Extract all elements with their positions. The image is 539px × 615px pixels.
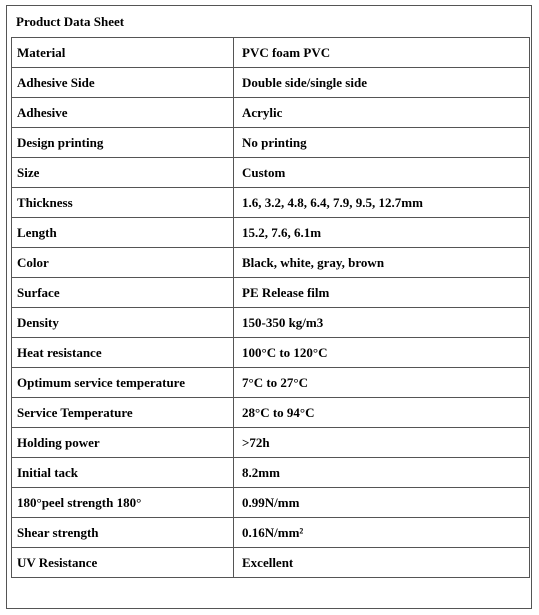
row-label: Service Temperature	[12, 398, 234, 428]
row-label: Initial tack	[12, 458, 234, 488]
row-value: Excellent	[234, 548, 530, 578]
table-row	[12, 278, 530, 308]
row-value: >72h	[234, 428, 530, 458]
row-label: Design printing	[12, 128, 234, 158]
row-value: PVC foam PVC	[234, 38, 530, 68]
row-value: Acrylic	[234, 98, 530, 128]
row-value: Double side/single side	[234, 68, 530, 98]
table-row	[12, 368, 530, 398]
table-row	[12, 428, 530, 458]
table-row	[12, 548, 530, 578]
row-label: Size	[12, 158, 234, 188]
table-row	[12, 398, 530, 428]
sheet-title: Product Data Sheet	[16, 14, 125, 29]
row-value: 7°C to 27°C	[234, 368, 530, 398]
row-value: 28°C to 94°C	[234, 398, 530, 428]
row-value: PE Release film	[234, 278, 530, 308]
table-row	[12, 188, 530, 218]
row-value: 8.2mm	[234, 458, 530, 488]
row-label: Density	[12, 308, 234, 338]
table-row	[12, 518, 530, 548]
spec-table	[11, 37, 530, 578]
table-row	[12, 158, 530, 188]
table-row	[12, 338, 530, 368]
row-value: 0.99N/mm	[234, 488, 530, 518]
row-label: 180°peel strength 180°	[12, 488, 234, 518]
row-label: Optimum service temperature	[12, 368, 234, 398]
row-label: Length	[12, 218, 234, 248]
row-label: Adhesive	[12, 98, 234, 128]
table-row	[12, 488, 530, 518]
table-row	[12, 128, 530, 158]
row-value: 15.2, 7.6, 6.1m	[234, 218, 530, 248]
table-row	[12, 68, 530, 98]
row-value: 100°C to 120°C	[234, 338, 530, 368]
table-row	[12, 38, 530, 68]
row-value: Custom	[234, 158, 530, 188]
row-label: UV Resistance	[12, 548, 234, 578]
row-value: Black, white, gray, brown	[234, 248, 530, 278]
row-label: Heat resistance	[12, 338, 234, 368]
row-label: Shear strength	[12, 518, 234, 548]
table-row	[12, 308, 530, 338]
table-row	[12, 218, 530, 248]
table-row	[12, 248, 530, 278]
row-label: Material	[12, 38, 234, 68]
row-value: 0.16N/mm²	[234, 518, 530, 548]
row-value: 1.6, 3.2, 4.8, 6.4, 7.9, 9.5, 12.7mm	[234, 188, 530, 218]
row-label: Surface	[12, 278, 234, 308]
row-value: No printing	[234, 128, 530, 158]
product-data-sheet	[6, 5, 532, 609]
table-row	[12, 458, 530, 488]
row-label: Color	[12, 248, 234, 278]
row-label: Adhesive Side	[12, 68, 234, 98]
row-value: 150-350 kg/m3	[234, 308, 530, 338]
table-row	[12, 98, 530, 128]
row-label: Thickness	[12, 188, 234, 218]
row-label: Holding power	[12, 428, 234, 458]
